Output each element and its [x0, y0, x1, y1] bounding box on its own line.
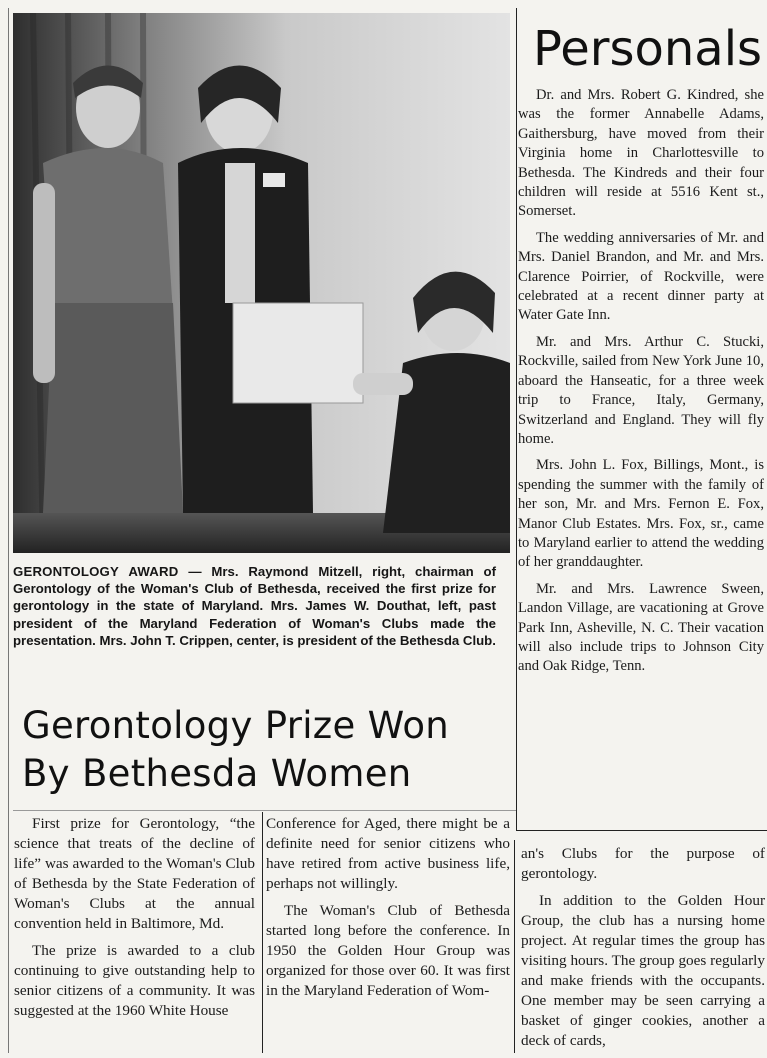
article-paragraph: First prize for Gerontology, “the science that treats of the decline of life” was awarded to the Woman's Club of Bethesda by the State Federation of Woman's Clubs at the annual convention held in Baltimore, Md.: [14, 815, 255, 932]
personals-item: Mr. and Mrs. Arthur C. Stucki, Rockville, sailed from New York June 10, aboard the Hanseatic, for a three week trip to France, Italy, Germany, Switzerland and England. They will fly home.: [518, 333, 764, 447]
caption-dash: —: [178, 564, 212, 579]
article-paragraph: The Woman's Club of Bethesda started long before the conference. In 1950 the Golden Hour Group was organized for those over 60. It was first in the Maryland Federation of Wom-: [266, 902, 510, 999]
article-paragraph: The prize is awarded to a club continuing to give outstanding help to senior citizens of a community. It was suggested at the 1960 White House: [14, 942, 255, 1019]
headline-line-1: Gerontology Prize Won: [22, 704, 450, 747]
column-rule-left-edge: [8, 8, 9, 1053]
personals-item: Mrs. John L. Fox, Billings, Mont., is spending the summer with the family of her son, Mr. and Mrs. Fernon E. Fox, Manor Club Estates. Mrs. Fox, sr., came to Maryland earlier to attend the wedding of her granddaughter.: [518, 457, 764, 571]
article-column-rule-2: [514, 840, 515, 1053]
article-column-1: [14, 814, 255, 1028]
caption-body: Mrs. Raymond Mitzell, right, chairman of Gerontology of the Woman's Club of Bethesda, received the first prize for gerontology in the state of Maryland. Mrs. James W. Douthat, left, past president of the Maryland Federation of Woman's Clubs made the presentation. Mrs. John T. Crippen, center, is president of the Bethesda Club.: [13, 564, 496, 648]
personals-item: Dr. and Mrs. Robert G. Kindred, she was the former Annabelle Adams, Gaithersburg, have moved from their Virginia home in Charlottesville to Bethesda. The Kindreds and their four children will reside at 5516 Kent st., Somerset.: [518, 87, 764, 220]
article-column-2: [266, 814, 510, 1008]
article-top-rule: [13, 810, 516, 811]
article-column-3: [521, 844, 765, 1058]
article-paragraph: Conference for Aged, there might be a definite need for senior citizens who have retired from active business life, perhaps not willingly.: [266, 815, 510, 892]
column-rule-right: [516, 8, 517, 830]
personals-title: Personals: [533, 21, 763, 77]
personals-end-rule: [516, 830, 767, 831]
article-headline: [22, 702, 502, 798]
personals-item: Mr. and Mrs. Lawrence Sween, Landon Village, are vacationing at Grove Park Inn, Asheville, N. C. Their vacation will also include trips to Johnson City and Oak Ridge, Tenn.: [518, 580, 764, 675]
article-column-rule-1: [262, 812, 263, 1053]
personals-column: [518, 86, 764, 684]
headline-line-2: By Bethesda Women: [22, 752, 412, 795]
article-paragraph: an's Clubs for the purpose of gerontology.: [521, 845, 765, 882]
article-paragraph: In addition to the Golden Hour Group, the club has a nursing home project. At regular times the group has visiting hours. The group goes regularly and make friends with the occupants. One member may be seen carrying a basket of ginger cookies, another a deck of cards,: [521, 892, 765, 1049]
award-photograph: [13, 13, 510, 553]
caption-kicker: GERONTOLOGY AWARD: [13, 564, 179, 579]
personals-item: The wedding anniversaries of Mr. and Mrs. Daniel Brandon, and Mr. and Mrs. Clarence Poirrier, of Rockville, were celebrated at a recent dinner party at Water Gate Inn.: [518, 229, 764, 324]
photo-caption: [13, 563, 496, 649]
photo-icon: [13, 13, 510, 553]
